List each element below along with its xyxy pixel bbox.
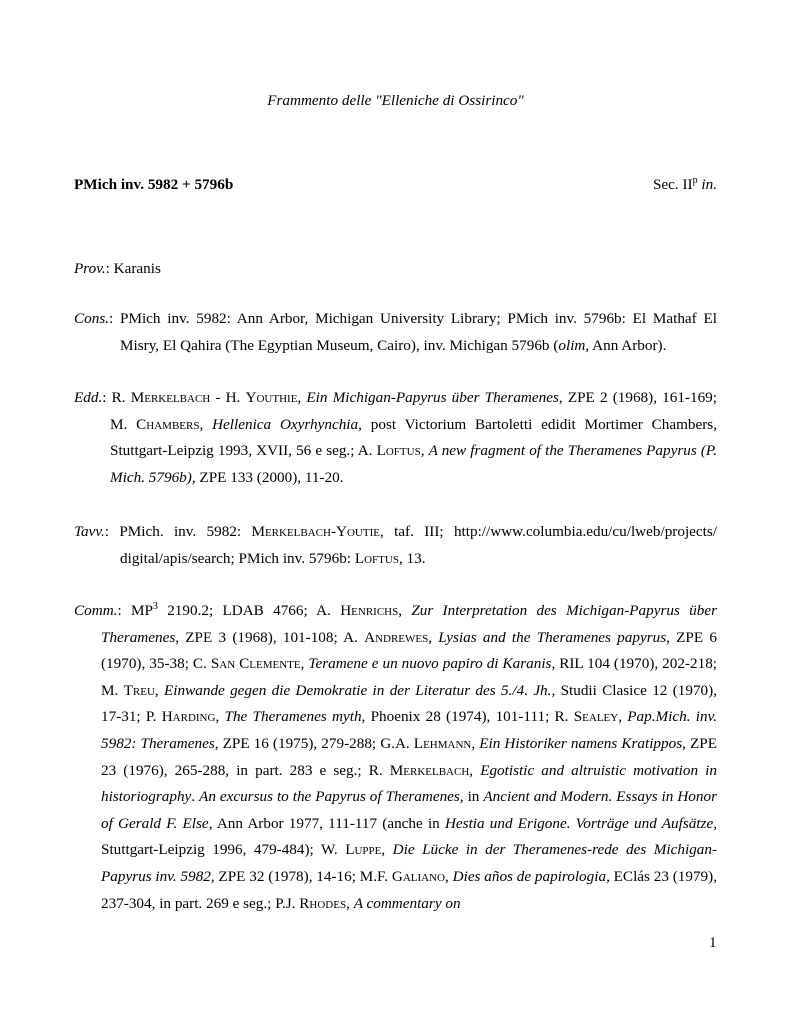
commentary-text: , Studii Clasice 12 (1970), 17-31; P. <box>101 681 717 726</box>
commentary-author: Galiano <box>391 867 446 885</box>
commentary-work-title: An excursus to the Papyrus of Theramenes <box>199 788 460 806</box>
editions-work-title: Ein Michigan-Papyrus über Theramenes <box>306 389 559 406</box>
commentary-work-title: Hestia und Erigone. Vorträge und Aufsätze <box>444 814 714 832</box>
editions-text: , ZPE 2 (1968), 161-169; M. <box>110 389 717 433</box>
editions-author: Merkelbach <box>130 389 211 406</box>
commentary-text: , ZPE 32 (1978), 14-16; M.F. <box>210 867 392 885</box>
commentary-text: , <box>471 734 480 752</box>
editions-text: , <box>297 389 307 406</box>
conservation-label: Cons. <box>74 310 110 327</box>
commentary-text: , Stuttgart-Leipzig 1996, 479-484); W. <box>101 814 717 859</box>
commentary-text: 2190.2; LDAB 4766; A. <box>157 602 341 619</box>
commentary-text: , <box>428 628 439 646</box>
commentary-work-title: Zur Interpretation des Michigan-Papyrus über Theramenes <box>101 602 718 646</box>
commentary-text: , <box>445 867 453 885</box>
plates-text: , taf. III; http://www.columbia.edu/cu/lweb/projects/ digital/apis/search; PMich inv. 5796b: <box>120 523 717 567</box>
commentary-author: Sealey <box>573 708 619 726</box>
commentary-text: , <box>346 894 354 912</box>
commentary-work-title: Ein Historiker namens Kratippos <box>479 734 683 752</box>
provenance-entry <box>74 256 717 283</box>
papyrus-date <box>653 176 717 194</box>
plates-author: Merkelbach-Youtie <box>251 523 380 540</box>
editions-text: : R. <box>102 389 131 406</box>
commentary-work-title: Egotistic and altruistic motivation in historiography <box>101 761 718 806</box>
commentary-text: , <box>381 841 393 859</box>
commentary-text: , in <box>459 788 484 806</box>
commentary-entry <box>74 598 717 917</box>
papyrus-inventory: PMich inv. 5982 + 5796b <box>74 176 234 193</box>
commentary-work-title: Dies años de papirologia <box>452 867 607 885</box>
commentary-text: , <box>618 708 628 726</box>
commentary-author: Rhodes <box>299 894 347 912</box>
commentary-text: , ZPE 23 (1976), 265-288, in part. 283 e seg.; R. <box>101 734 717 779</box>
commentary-author: Merkelbach <box>389 761 470 779</box>
commentary-work-title: Lysias and the Theramenes papyrus <box>438 628 667 646</box>
commentary-author: Lehmann <box>413 734 472 752</box>
commentary-work-title: Pap.Mich. inv. 5982: Theramenes <box>101 708 717 752</box>
editions-entry <box>74 385 717 491</box>
commentary-text: , <box>469 761 481 779</box>
papyrus-header <box>74 176 717 194</box>
editions-work-title: A new fragment of the Theramenes Papyrus (P. Mich. 5796b) <box>110 442 718 486</box>
editions-text: , post Victorium Bartoletti edidit Mortimer Chambers, Stuttgart-Leipzig 1993, XVII, 56 e seg.; A. <box>110 415 717 460</box>
provenance-text: : Karanis <box>105 260 161 277</box>
commentary-text: , ZPE 3 (1968), 101-108; A. <box>175 628 365 646</box>
plates-entry <box>74 519 717 572</box>
editions-work-title: Hellenica Oxyrhynchia <box>212 415 359 433</box>
document-title: Frammento delle "Elleniche di Ossirinco" <box>267 92 524 109</box>
commentary-work-title: A commentary on <box>353 894 461 912</box>
commentary-work-title: Die Lücke in der Theramenes-rede des Michigan-Papyrus inv. 5982 <box>101 841 718 885</box>
commentary-author: Henrichs <box>340 602 399 619</box>
commentary-text: , Ann Arbor 1977, 111-117 (anche in <box>208 814 445 832</box>
commentary-text: , EClás 23 (1979), 237-304, in part. 269 e seg.; P.J. <box>101 867 718 912</box>
editions-text: , ZPE 133 (2000), 11-20. <box>191 468 344 486</box>
page-number: 1 <box>709 934 717 951</box>
commentary-work-title: Teramene e un nuovo papiro di Karanis <box>308 655 552 673</box>
editions-author: Chambers <box>136 415 200 433</box>
commentary-work-title: Einwande gegen die Demokratie in der Literatur des 5./4. Jh. <box>164 681 552 699</box>
commentary-author: Harding <box>161 708 216 726</box>
conservation-olim: olim <box>558 336 586 354</box>
editions-label: Edd. <box>74 389 103 406</box>
commentary-author: Treu <box>123 681 155 699</box>
commentary-text: : MP <box>117 602 153 619</box>
commentary-work-title: The Theramenes myth <box>224 708 362 726</box>
commentary-text: , <box>154 681 165 699</box>
plates-text: , 13. <box>398 549 426 567</box>
conservation-text: : PMich inv. 5982: Ann Arbor, Michigan University Library; PMich inv. 5796b: El Mathaf El Misry, El Qahira (The Egyptian Museum, Cairo), inv. Michigan 5796b ( <box>109 310 717 354</box>
commentary-text: , <box>215 708 225 726</box>
commentary-text: . <box>191 788 200 806</box>
commentary-work-title: Ancient and Modern. Essays in Honor of Gerald F. Else <box>101 788 717 832</box>
provenance-label: Prov. <box>74 260 106 277</box>
commentary-author: San Clemente <box>210 655 301 673</box>
editions-author: Loftus <box>376 442 421 460</box>
commentary-text: , Phoenix 28 (1974), 101-111; R. <box>361 708 574 726</box>
commentary-text: , <box>300 655 309 673</box>
plates-label: Tavv. <box>74 523 105 540</box>
editions-text: , <box>420 442 429 460</box>
date-qualifier: in. <box>697 176 717 193</box>
date-century: Sec. II <box>652 176 693 193</box>
commentary-text: , <box>398 602 412 619</box>
editions-author: Youthie <box>245 389 298 406</box>
plates-author: Loftus <box>354 549 399 567</box>
commentary-text: , ZPE 16 (1975), 279-288; G.A. <box>214 734 414 752</box>
commentary-author: Andrewes <box>364 628 429 646</box>
commentary-author: Luppe <box>345 841 382 859</box>
conservation-text-end: , Ann Arbor). <box>585 336 667 354</box>
commentary-superscript: 3 <box>152 600 158 612</box>
date-superscript: p <box>692 174 698 186</box>
commentary-text: , ZPE 6 (1970), 35-38; C. <box>101 628 717 673</box>
editions-text: , <box>199 415 213 433</box>
conservation-entry <box>74 306 717 359</box>
editions-text: - H. <box>210 389 246 406</box>
plates-text: : PMich. inv. 5982: <box>104 523 252 540</box>
commentary-text: , RIL 104 (1970), 202-218; M. <box>101 655 718 699</box>
commentary-label: Comm. <box>74 602 118 619</box>
